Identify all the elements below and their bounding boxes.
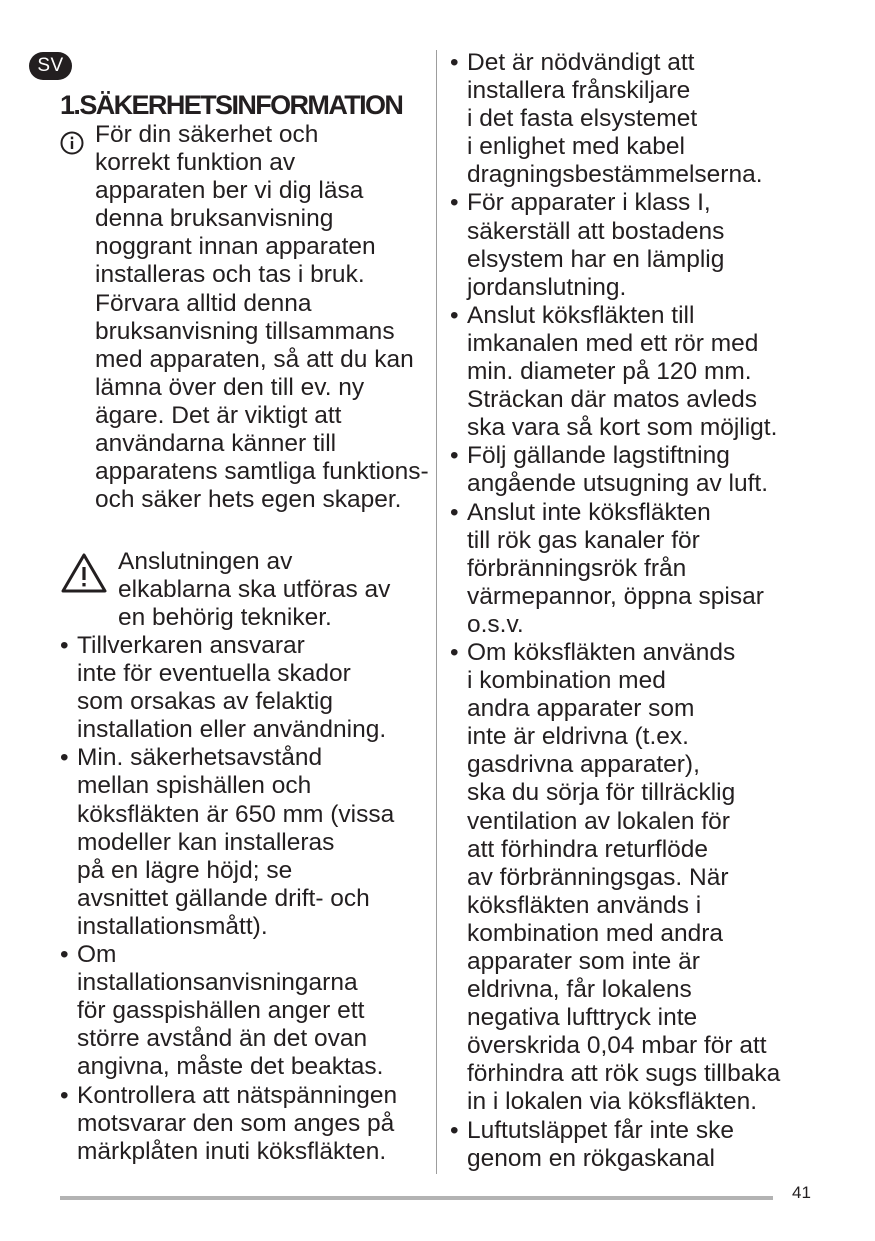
text-line: apparater som inte är <box>467 948 700 975</box>
text-line: köksfläkten är 650 mm (vissa <box>77 800 395 828</box>
warning-triangle-icon <box>60 552 108 594</box>
text-line: in i lokalen via köksfläkten. <box>467 1088 758 1116</box>
bullet-icon: • <box>450 189 459 217</box>
text-line: mellan spishällen och <box>77 772 312 800</box>
text-line: för gasspishällen anger ett <box>77 997 365 1025</box>
list-item-text <box>467 639 822 1117</box>
text-line: avsnittet gällande drift- och <box>77 884 370 912</box>
text-line: imkanalen med ett rör med <box>467 329 759 357</box>
text-line: en behörig tekniker. <box>118 604 332 632</box>
warning-note-text <box>118 548 432 632</box>
bullet-icon: • <box>450 442 459 470</box>
text-line: köksfläkten används i <box>467 891 702 919</box>
text-line: användarna känner till <box>95 430 337 458</box>
text-line: genom en rökgaskanal <box>467 1144 715 1172</box>
text-line: ägare. Det är viktigt att <box>95 401 342 429</box>
text-line: korrekt funktion av <box>95 149 296 177</box>
text-line: negativa lufttryck inte <box>467 1004 698 1032</box>
list-item-text <box>467 499 822 639</box>
list-item-text <box>77 1082 432 1166</box>
text-line: installation eller användning. <box>77 716 387 744</box>
list-item-text <box>77 744 432 941</box>
text-line: eldrivna, får lokalens <box>467 976 692 1004</box>
text-line: angående utsugning av luft. <box>467 470 769 498</box>
text-line: som orsakas av felaktig <box>77 688 333 716</box>
text-line: på en lägre höjd; se <box>77 856 293 884</box>
text-line: Anslut inte köksfläkten <box>467 498 711 526</box>
text-line: värmepannor, öppna spisar <box>467 582 764 610</box>
text-line: angivna, måste det beaktas. <box>77 1053 384 1081</box>
bullet-icon: • <box>450 301 459 329</box>
text-line: Sträckan där matos avleds <box>467 386 758 414</box>
text-line: med apparaten, så att du kan <box>95 345 414 373</box>
text-line: märkplåten inuti köksfläkten. <box>77 1137 387 1165</box>
text-line: Tillverkaren ansvarar <box>77 632 305 659</box>
text-line: apparaten ber vi dig läsa <box>95 177 364 205</box>
list-item <box>450 639 822 1117</box>
text-line: För apparater i klass I, <box>467 189 711 217</box>
text-line: ventilation av lokalen för <box>467 807 730 835</box>
text-line: och säker hets egen skaper. <box>95 486 402 514</box>
text-line: o.s.v. <box>467 610 524 638</box>
text-line: Om <box>77 941 117 969</box>
text-line: ska du sörja för tillräcklig <box>467 779 736 807</box>
text-line: För din säkerhet och <box>95 121 319 148</box>
text-line: att förhindra returflöde <box>467 835 709 863</box>
text-line: av förbränningsgas. När <box>467 863 729 891</box>
text-line: förbränningsrök från <box>467 554 687 582</box>
bullet-icon: • <box>450 1116 459 1144</box>
text-line: modeller kan installeras <box>77 828 335 856</box>
list-item <box>60 632 432 744</box>
info-note-text <box>60 121 432 514</box>
text-line: elkablarna ska utföras av <box>118 576 391 604</box>
info-note <box>60 121 432 514</box>
info-icon <box>60 131 84 155</box>
footer-rule <box>60 1196 773 1200</box>
list-item <box>60 941 432 1081</box>
text-line: ska vara så kort som möjligt. <box>467 414 778 442</box>
bullet-icon: • <box>450 49 459 76</box>
column-divider <box>436 50 437 1174</box>
list-item-text <box>467 1117 822 1173</box>
section-title: 1.SÄKERHETSINFORMATION <box>60 90 403 120</box>
text-line: installeras och tas i bruk. <box>95 261 365 289</box>
bullet-icon: • <box>60 1081 69 1109</box>
text-line: gasdrivna apparater), <box>467 751 700 779</box>
text-line: kombination med andra <box>467 919 724 947</box>
list-item-text <box>467 302 822 442</box>
list-item <box>60 1082 432 1166</box>
text-line: installationsmått). <box>77 912 268 940</box>
text-line: andra apparater som <box>467 695 695 723</box>
list-item <box>450 1117 822 1173</box>
text-line: min. diameter på 120 mm. <box>467 358 752 386</box>
text-line: installationsanvisningarna <box>77 969 358 997</box>
text-line: dragningsbestämmelserna. <box>467 161 763 189</box>
list-item-text <box>77 941 432 1081</box>
language-badge: SV <box>29 52 72 80</box>
text-line: till rök gas kanaler för <box>467 526 700 554</box>
text-line: Om köksfläkten används <box>467 638 736 666</box>
bullet-icon: • <box>60 941 69 969</box>
list-item <box>450 442 822 498</box>
text-line: Kontrollera att nätspänningen <box>77 1081 398 1109</box>
text-line: denna bruksanvisning <box>95 205 334 233</box>
list-item-text <box>467 189 822 301</box>
text-line: Anslutningen av <box>118 548 293 575</box>
safety-list-left <box>60 632 432 1166</box>
text-line: i enlighet med kabel <box>467 133 685 161</box>
text-line: förhindra att rök sugs tillbaka <box>467 1060 781 1088</box>
text-line: i kombination med <box>467 667 666 695</box>
list-item <box>60 744 432 941</box>
text-line: i det fasta elsystemet <box>467 105 698 133</box>
text-line: inte för eventuella skador <box>77 660 351 688</box>
list-item <box>450 189 822 301</box>
list-item <box>450 499 822 639</box>
text-line: Luftutsläppet får inte ske <box>467 1116 734 1144</box>
text-line: överskrida 0,04 mbar för att <box>467 1032 767 1060</box>
text-line: jordanslutning. <box>467 273 627 301</box>
bullet-icon: • <box>60 744 69 772</box>
list-item <box>450 49 822 189</box>
text-line: större avstånd än det ovan <box>77 1025 368 1053</box>
bullet-icon: • <box>450 498 459 526</box>
list-item <box>450 302 822 442</box>
text-line: inte är eldrivna (t.ex. <box>467 723 689 751</box>
text-line: lämna över den till ev. ny <box>95 373 365 401</box>
text-line: motsvarar den som anges på <box>77 1109 395 1137</box>
text-line: noggrant innan apparaten <box>95 233 376 261</box>
text-line: Förvara alltid denna <box>95 289 312 317</box>
bullet-icon: • <box>450 638 459 666</box>
safety-list-right <box>450 49 822 1173</box>
text-line: bruksanvisning tillsammans <box>95 317 395 345</box>
list-item-text <box>467 49 822 189</box>
list-item-text <box>467 442 822 498</box>
text-line: Följ gällande lagstiftning <box>467 442 730 470</box>
list-item-text <box>77 632 432 744</box>
warning-note <box>60 548 432 632</box>
page-number: 41 <box>792 1183 811 1202</box>
text-line: Det är nödvändigt att <box>467 49 695 76</box>
text-line: elsystem har en lämplig <box>467 245 725 273</box>
text-line: Anslut köksfläkten till <box>467 301 695 329</box>
text-line: Min. säkerhetsavstånd <box>77 744 323 772</box>
text-line: säkerställ att bostadens <box>467 217 725 245</box>
bullet-icon: • <box>60 632 69 659</box>
text-line: apparatens samtliga funktions- <box>95 458 429 486</box>
text-line: installera frånskiljare <box>467 77 691 105</box>
